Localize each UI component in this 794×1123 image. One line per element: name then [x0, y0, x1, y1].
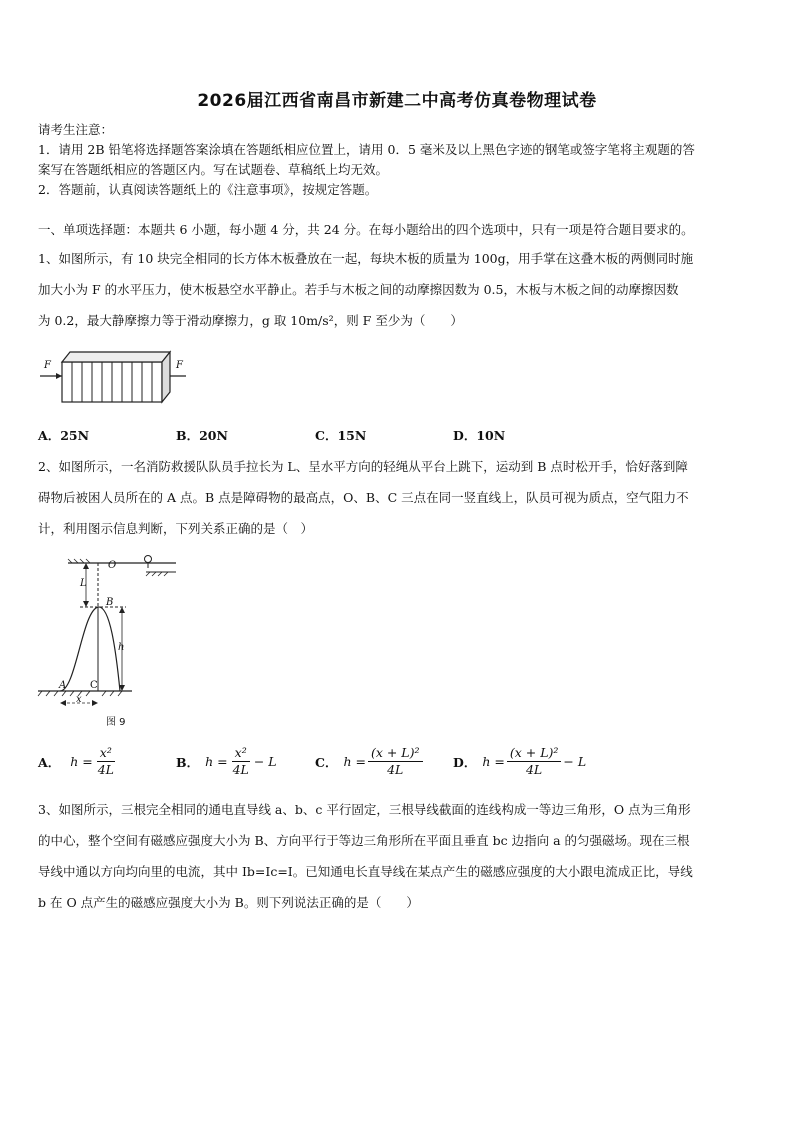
- option-a-fraction: [95, 745, 117, 778]
- option-b-tail: − L: [253, 754, 277, 769]
- question-2-option-b: [176, 745, 277, 778]
- option-d-lhs: h =: [482, 754, 505, 769]
- option-d-letter: D．: [453, 754, 477, 770]
- figure-caption: 图 9: [106, 717, 126, 728]
- point-c-label: C: [90, 680, 98, 691]
- question-3-line-3: 导线中通以方向均向里的电流，其中 Ib=Ic=I。已知通电长直导线在某点产生的磁感应强度的大小跟电流成正比，导线: [38, 864, 693, 879]
- notice-item-1-line-1: 1．请用 2B 铅笔将选择题答案涂填在答题纸相应位置上，请用 0．5 毫米及以上黑色字迹的钢笔或签字笔将主观题的答: [38, 142, 695, 157]
- point-a-label: A: [59, 680, 67, 691]
- option-b-denominator: 4L: [232, 762, 249, 777]
- option-c-fraction: [368, 745, 423, 778]
- question-1-options: [38, 426, 758, 450]
- option-a-denominator: 4L: [97, 762, 114, 777]
- question-2-option-d: [453, 745, 586, 778]
- option-c-numerator: (x + L)²: [368, 745, 423, 762]
- rescue-jump-diagram: [36, 551, 186, 731]
- section-1-heading: 一、单项选择题：本题共 6 小题，每小题 4 分，共 24 分。在每小题给出的四个选项中，只有一项是符合题目要求的。: [38, 222, 694, 237]
- question-2-line-1: 2、如图所示，一名消防救援队队员手拉长为 L、呈水平方向的轻绳从平台上跳下，运动到 B 点时松开手，恰好落到障: [38, 459, 688, 474]
- option-d-numerator: (x + L)²: [507, 745, 562, 762]
- notice-item-1-line-2: 案写在答题纸相应的答题区内。写在试题卷、草稿纸上均无效。: [38, 162, 389, 177]
- question-2-line-2: 碍物后被困人员所在的 A 点。B 点是障碍物的最高点，O、B、C 三点在同一竖直线上，队员可视为质点，空气阻力不: [38, 490, 689, 505]
- option-b-numerator: x²: [232, 745, 250, 762]
- force-label-right: F: [176, 360, 183, 371]
- stacked-boards-figure: [38, 344, 188, 406]
- question-1-option-d: D．10N: [453, 428, 506, 443]
- option-b-lhs: h =: [205, 754, 228, 769]
- force-label-left: F: [44, 360, 51, 371]
- option-b-letter: B．: [176, 754, 200, 770]
- option-d-tail: − L: [563, 754, 587, 769]
- question-1-option-a: A．25N: [38, 428, 90, 443]
- option-d-fraction: [507, 745, 562, 778]
- question-1-option-c: C．15N: [315, 428, 367, 443]
- option-b-fraction: [230, 745, 252, 778]
- point-o-label: O: [108, 560, 117, 571]
- question-1-option-b: B．20N: [176, 428, 228, 443]
- question-2-option-c: [315, 745, 425, 778]
- option-c-letter: C．: [315, 754, 338, 770]
- distance-x-label: x: [76, 694, 82, 705]
- stacked-boards-diagram: [38, 344, 188, 406]
- question-1-line-3: 为 0.2，最大静摩擦力等于滑动摩擦力，g 取 10m/s²，则 F 至少为（ ）: [38, 313, 463, 328]
- question-3-line-1: 3、如图所示，三根完全相同的通电直导线 a、b、c 平行固定，三根导线截面的连线构成一等边三角形，O 点为三角形: [38, 802, 691, 817]
- length-l-label: L: [80, 578, 87, 589]
- page-title: 2026届江西省南昌市新建二中高考仿真卷物理试卷: [197, 91, 597, 111]
- question-2-option-a: [38, 745, 119, 778]
- question-3-line-4: b 在 O 点产生的磁感应强度大小为 B。则下列说法正确的是（ ）: [38, 895, 419, 910]
- question-1-line-1: 1、如图所示，有 10 块完全相同的长方体木板叠放在一起，每块木板的质量为 100g，用手掌在这叠木板的两侧同时施: [38, 251, 694, 266]
- height-h-label: h: [118, 642, 125, 653]
- notice-item-2: 2．答题前，认真阅读答题纸上的《注意事项》，按规定答题。: [38, 182, 378, 197]
- option-a-numerator: x²: [97, 745, 115, 762]
- option-a-letter: A．: [38, 754, 61, 770]
- option-a-lhs: h =: [70, 754, 93, 769]
- notice-heading: 请考生注意：: [38, 122, 114, 137]
- question-3-line-2: 的中心，整个空间有磁感应强度大小为 B、方向平行于等边三角形所在平面且垂直 bc 边指向 a 的匀强磁场。现在三根: [38, 833, 690, 848]
- option-d-denominator: 4L: [525, 762, 543, 777]
- question-1-line-2: 加大小为 F 的水平压力，使木板悬空水平静止。若手与木板之间的动摩擦因数为 0.5，木板与木板之间的动摩擦因数: [38, 282, 679, 297]
- option-c-denominator: 4L: [387, 762, 404, 777]
- point-b-label: B: [106, 597, 114, 608]
- rescue-jump-figure: [36, 551, 186, 731]
- option-c-lhs: h =: [343, 754, 366, 769]
- question-2-line-3: 计，利用图示信息判断，下列关系正确的是（ ）: [38, 521, 314, 536]
